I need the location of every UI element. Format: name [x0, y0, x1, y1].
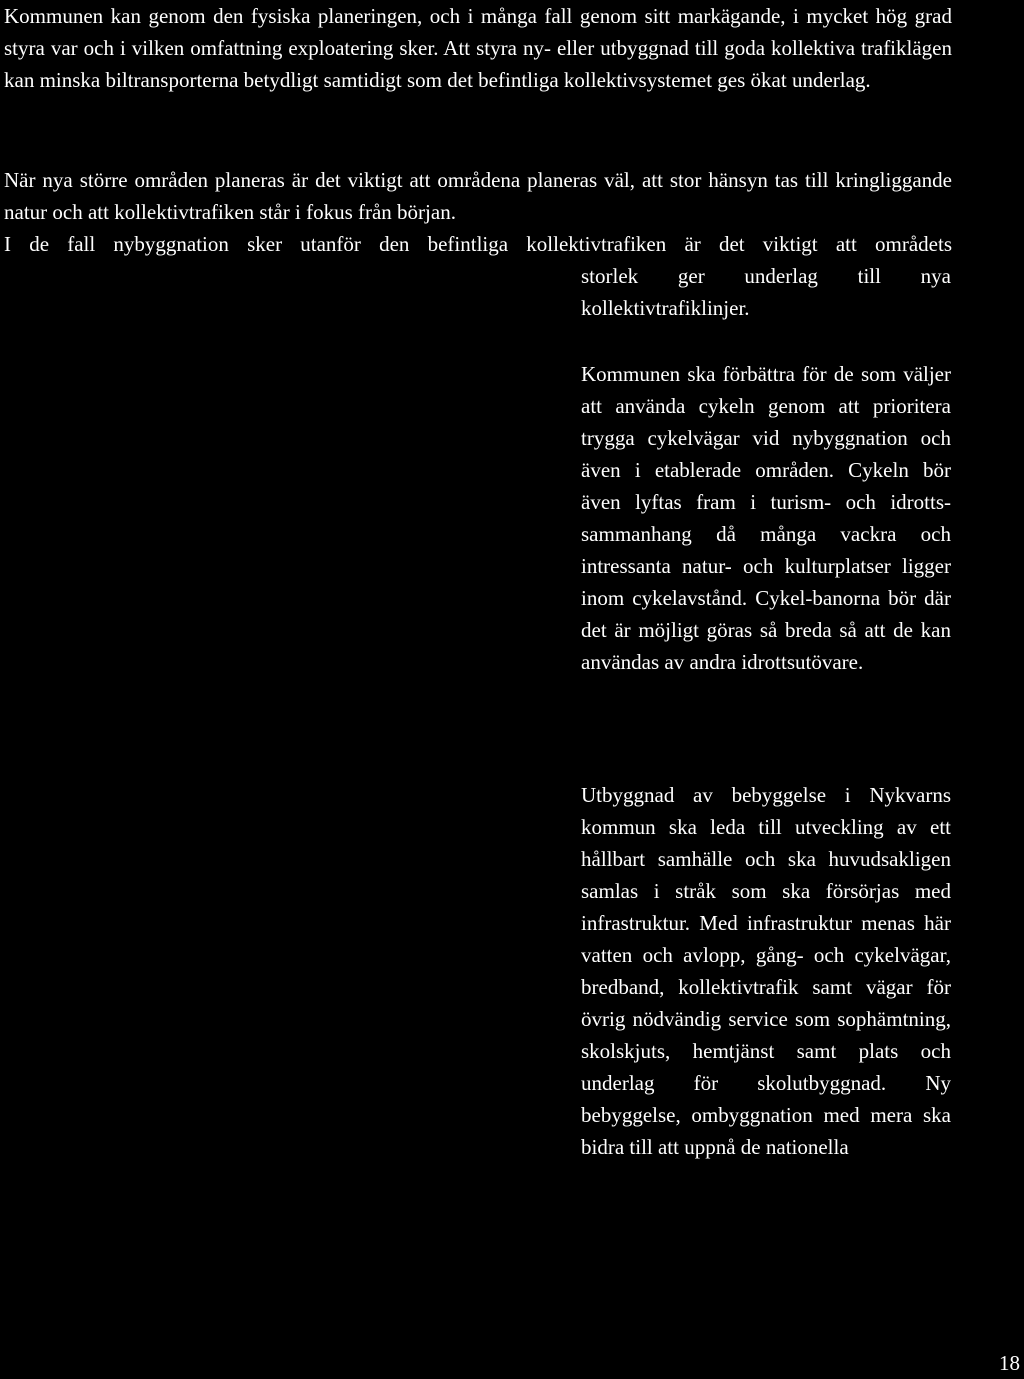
- paragraph-new-areas: När nya större områden planeras är det viktigt att områdena planeras väl, att stor hänsyn tas till kringliggande natur och att kollektivtrafiken står i fokus från början.: [4, 168, 952, 224]
- paragraph-new-construction-continued: storlek ger underlag till nya kollektivtrafiklinjer.: [581, 264, 951, 320]
- paragraph-cycling: Kommunen ska förbättra för de som väljer att använda cykeln genom att prioritera trygga cykelvägar vid nybyggnation och även i etablerade områden. Cykeln bör även lyftas fram i turism- och idrotts-sammanhang då många vackra och intressanta natur- och kulturplatser ligger inom cykelavstånd. Cykel-banorna bör där det är möjligt göras så breda så att de kan användas av andra idrottsutövare.: [581, 362, 951, 674]
- paragraph-new-construction-first-line: I de fall nybyggnation sker utanför den befintliga kollektivtrafiken är det viktigt att områdets: [4, 232, 952, 256]
- paragraph-planning-control: Kommunen kan genom den fysiska planeringen, och i många fall genom sitt markägande, i mycket hög grad styra var och i vilken omfattning exploatering sker. Att styra ny- eller utbyggnad till goda kollektiva trafiklägen kan minska biltransporterna betydligt samtidigt som det befintliga kollektivsystemet ges ökat underlag.: [4, 4, 952, 92]
- paragraph-development-infrastructure: Utbyggnad av bebyggelse i Nykvarns kommun ska leda till utveckling av ett hållbart samhälle och ska huvudsakligen samlas i stråk som ska försörjas med infrastruktur. Med infrastruktur menas här vatten och avlopp, gång- och cykelvägar, bredband, kollektivtrafik samt vägar för övrig nödvändig service som sophämtning, skolskjuts, hemtjänst samt plats och underlag för skolutbyggnad. Ny bebyggelse, ombyggnation med mera ska bidra till att uppnå de nationella: [581, 783, 951, 1159]
- page-number: 18: [999, 1351, 1020, 1375]
